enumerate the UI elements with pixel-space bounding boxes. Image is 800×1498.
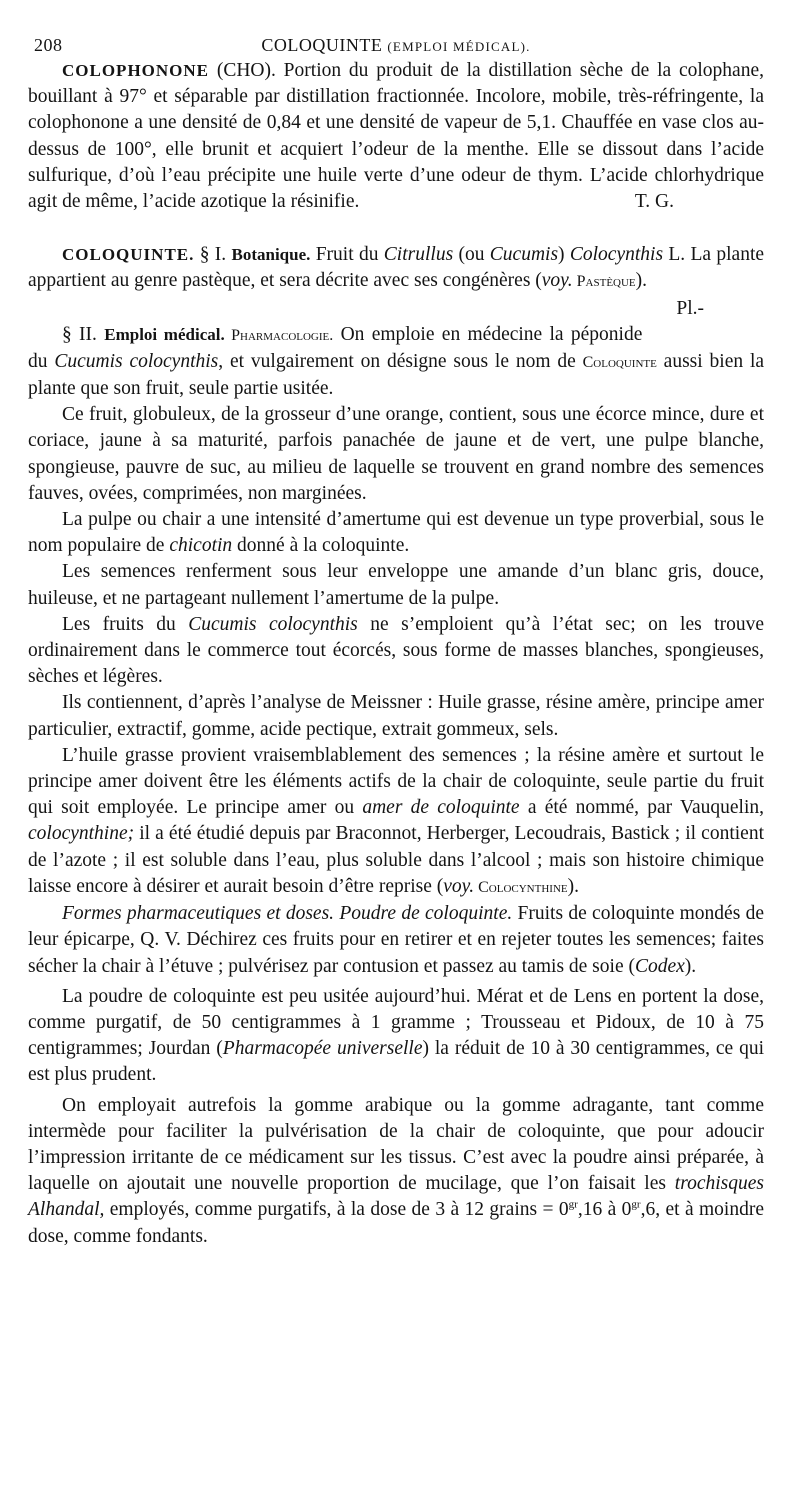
paragraph-5 xyxy=(28,612,764,691)
paragraph-9 xyxy=(28,984,764,1089)
paragraph-1 xyxy=(28,322,764,403)
term-chicotin: chicotin xyxy=(169,535,233,557)
species-colocynthis: Colocynthis xyxy=(569,244,664,266)
cross-reference-pasteque: Pastèque xyxy=(572,273,636,291)
paragraph-6: Ils contiennent, d’après l’analyse de Meissner : Huile grasse, résine amère, principe amer particulier, extractif, gomme, acide pectique, extrait gommeux, sels. xyxy=(28,692,764,740)
paragraph-2: Ce fruit, globuleux, de la grosseur d’une orange, contient, sous une écorce mince, dure et coriace, jaune à sa maturité, parfois panachée de jaune et de vert, une pulpe blanche, spongieuse, pauvre de suc, au milieu de laquelle se trouvent en grand nombre des semences fauves, ovées, comprimées, non marginées. xyxy=(28,404,764,504)
text-run: ). xyxy=(567,875,579,897)
text-run: On employait autrefois la gomme arabique ou la gomme adragante, tant comme intermède pour faciliter la pulvérisation de la chair de coloquinte, que pour adoucir l’impression irritante de ce médicament sur les tissus. C’est avec la poudre ainsi préparée, à laquelle on ajoutait une nouvelle proportion de mucilage, que l’on faisait les xyxy=(28,1094,764,1195)
spacer xyxy=(28,215,764,242)
text-run: On emploie en médecine la péponide du xyxy=(28,323,643,372)
text-run: ) xyxy=(558,244,570,266)
headword-colophonone: COLOPHONONE xyxy=(62,61,210,80)
section-mark-2: § II. xyxy=(62,323,97,345)
entry-colophonone xyxy=(28,58,764,215)
paragraph-8 xyxy=(28,901,764,980)
text-run: , et vulgairement on désigne sous le nom de xyxy=(218,350,583,372)
text-run: ,16 à 0 xyxy=(577,1199,632,1221)
subsection-pharmacologie: Pharmacologie. xyxy=(224,326,334,344)
text-run: La poudre de coloquinte est peu usitée aujourd’hui. Mérat et de Lens en portent la dose, comme purgatif, de 50 centigrammes à 1 gramme ; Trousseau et Pidoux, de 10 à 75 centigrammes; Jourdan ( xyxy=(28,985,764,1060)
subheading-poudre: Poudre de coloquinte. xyxy=(334,903,513,925)
text-run: ). xyxy=(635,270,648,292)
species-name: Cucumis colocynthis xyxy=(54,350,219,372)
running-header xyxy=(28,28,764,58)
species-citrullus: Citrullus xyxy=(383,244,454,266)
section-title-botanique: Botanique. xyxy=(231,245,311,265)
running-title xyxy=(28,32,764,60)
genus-cucumis: Cucumis xyxy=(489,244,559,266)
text-run: L. La plante appartient au genre pastèque, et sera décrite avec ses congénères ( xyxy=(28,244,765,292)
headword-coloquinte: COLOQUINTE. xyxy=(62,245,195,265)
paragraph-3 xyxy=(28,507,764,559)
text-run: a été nommé, par Vauquelin, xyxy=(519,797,764,819)
voy-reference: voy. xyxy=(443,875,475,897)
running-title-sub: (EMPLOI MÉDICAL). xyxy=(387,39,531,54)
text-run: il a été étudié depuis par Braconnot, Herberger, Lecoudrais, Bastick ; il contient de l’azote ; il est soluble dans l’eau, plus soluble dans l’alcool ; mais son histoire chimique laisse encore à désirer et aurait besoin d’être reprise ( xyxy=(28,823,764,897)
text-run: Les fruits du xyxy=(62,613,189,635)
section-title-emploi-medical: Emploi médical. xyxy=(104,324,225,344)
entry-coloquinte-botanique xyxy=(28,242,765,319)
signature-botanique: Pl.- xyxy=(676,297,704,319)
running-title-main: COLOQUINTE xyxy=(261,35,383,55)
text-run: ,6, et à moindre dose, comme fondants. xyxy=(28,1199,764,1247)
text-run: Fruits de coloquinte mondés de leur épicarpe, Q. V. Déchirez ces fruits pour en retirer et en rejeter toutes les semences; faites sécher la chair à l’étuve ; pulvérisez par contusion et passez au tamis de soie ( xyxy=(28,903,765,977)
voy-reference: voy. xyxy=(541,270,573,292)
text-run: ne s’emploient qu’à l’état sec; on les trouve ordinairement dans le commerce tout écorcés, sous forme de masses blanches, spongieuses, sèches et légères. xyxy=(28,613,764,688)
text-run: ) la réduit de 10 à 30 centigrammes, ce qui est plus prudent. xyxy=(28,1038,764,1086)
paragraph-4: Les semences renferment sous leur enveloppe une amande d’un blanc gris, douce, huileuse, et ne partageant nullement l’amertume de la pulpe. xyxy=(28,561,764,609)
term-trochisques: trochisques Alhandal, xyxy=(28,1173,764,1221)
text-run: Fruit du xyxy=(310,244,384,266)
cross-reference-colocynthine: Colocynthine xyxy=(474,878,568,896)
unit-gram-superscript: gr xyxy=(631,1198,641,1211)
signature-colophonone: T. G. xyxy=(634,191,674,213)
subheading-formes-pharmaceutiques: Formes pharmaceutiques et doses. xyxy=(62,903,335,925)
colophonone-text: (CHO). Portion du produit de la distillation sèche de la colophane, bouillant à 97° et séparable par distillation fractionnée. Incolore, mobile, très-réfringente, la colophonone a une densité de 0,84 et une densité de vapeur de 5,1. Chauffée en vase clos au-dessus de 100°, elle brunit et acquiert l’odeur de la menthe. Elle se dissout dans l’acide sulfurique, d’où l’eau précipite une huile verte d’une odeur de thym. L’acide chlorhydrique agit de même, l’acide azotique la résinifie. xyxy=(28,60,764,213)
text-run: aussi bien la plante que son fruit, seule partie usitée. xyxy=(28,350,765,400)
term-pharmacopee: Pharmacopée universelle xyxy=(222,1038,423,1060)
paragraph-7 xyxy=(28,743,764,901)
term-coloquinte: Coloquinte xyxy=(582,353,657,371)
unit-gram-superscript: gr xyxy=(568,1198,578,1211)
text-run: La pulpe ou chair a une intensité d’amertume qui est devenue un type proverbial, sous le nom populaire de xyxy=(28,509,764,557)
term-colocynthine: colocynthine; xyxy=(28,823,135,845)
section-mark-1: § I. xyxy=(199,244,227,266)
text-run: ). xyxy=(684,955,697,977)
text-run: employés, comme purgatifs, à la dose de 3 à 12 grains = 0 xyxy=(104,1199,569,1221)
text-run: (ou xyxy=(453,244,490,266)
term-amer-de-coloquinte: amer de coloquinte xyxy=(362,797,520,819)
paragraph-10 xyxy=(28,1093,764,1250)
text-run: L’huile grasse provient vraisemblablement des semences ; la résine amère et surtout le principe amer doivent être les éléments actifs de la chair de coloquinte, seule partie du fruit qui soit employée. Le principe amer ou xyxy=(28,744,764,819)
page-number: 208 xyxy=(34,35,63,55)
term-codex: Codex xyxy=(634,955,685,977)
species-name: Cucumis colocynthis xyxy=(188,613,358,635)
text-run: donné à la coloquinte. xyxy=(232,535,410,557)
